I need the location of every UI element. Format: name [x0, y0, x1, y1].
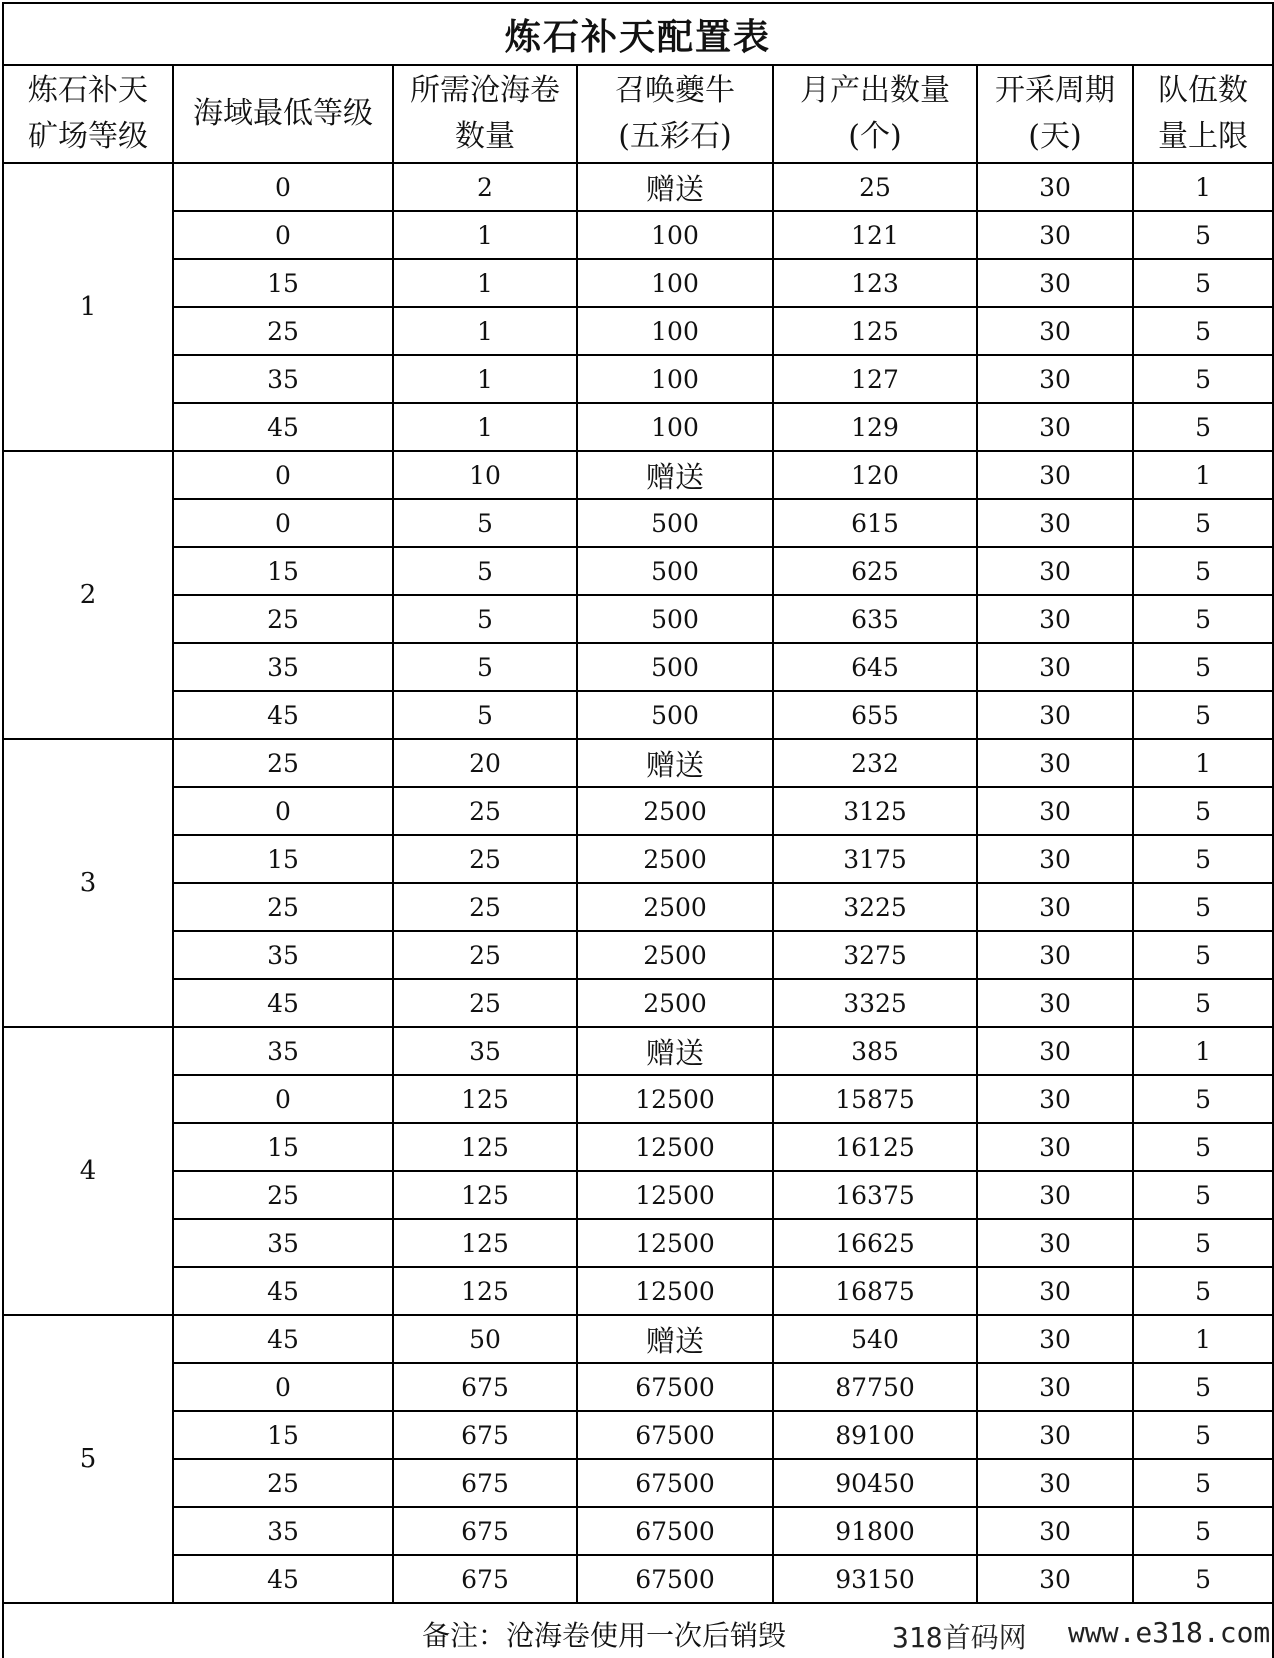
table-cell: 30 [977, 691, 1133, 739]
table-cell: 5 [1133, 499, 1273, 547]
table-cell: 30 [977, 1219, 1133, 1267]
table-cell: 3125 [773, 787, 977, 835]
table-row [3, 931, 1273, 979]
table-cell: 500 [577, 691, 773, 739]
table-row [3, 211, 1273, 259]
table-cell: 赠送 [577, 451, 773, 499]
table-cell: 16625 [773, 1219, 977, 1267]
note-text: 备注：沧海卷使用一次后销毁 [422, 1619, 787, 1652]
table-cell: 1 [393, 355, 577, 403]
table-cell: 1 [393, 211, 577, 259]
table-cell: 1 [1133, 739, 1273, 787]
table-cell: 100 [577, 355, 773, 403]
header-text: 所需沧海卷 [410, 73, 560, 108]
table-cell: 5 [1133, 1459, 1273, 1507]
table-row [3, 595, 1273, 643]
table-cell: 30 [977, 1459, 1133, 1507]
table-cell: 30 [977, 835, 1133, 883]
table-cell: 0 [173, 787, 393, 835]
config-table [2, 2, 1274, 1658]
table-cell: 25 [393, 787, 577, 835]
table-cell: 25 [393, 883, 577, 931]
table-cell: 45 [173, 691, 393, 739]
table-cell: 45 [173, 1555, 393, 1603]
table-cell: 385 [773, 1027, 977, 1075]
table-cell: 0 [173, 1075, 393, 1123]
table-cell: 500 [577, 595, 773, 643]
table-row [3, 1123, 1273, 1171]
table-cell: 5 [1133, 355, 1273, 403]
table-cell: 赠送 [577, 1027, 773, 1075]
table-cell: 12500 [577, 1171, 773, 1219]
table-cell: 5 [1133, 691, 1273, 739]
table-row [3, 1555, 1273, 1603]
table-cell: 30 [977, 1267, 1133, 1315]
table-row [3, 787, 1273, 835]
table-cell: 3175 [773, 835, 977, 883]
table-cell: 125 [393, 1075, 577, 1123]
table-body [3, 163, 1273, 1603]
table-cell: 5 [1133, 787, 1273, 835]
table-cell: 50 [393, 1315, 577, 1363]
table-cell: 45 [173, 1267, 393, 1315]
table-row [3, 739, 1273, 787]
table-cell: 100 [577, 259, 773, 307]
table-cell: 675 [393, 1459, 577, 1507]
table-cell: 25 [393, 979, 577, 1027]
table-cell: 30 [977, 1123, 1133, 1171]
table-cell: 123 [773, 259, 977, 307]
header-text: 月产出数量 [800, 73, 950, 108]
table-row [3, 451, 1273, 499]
table-cell: 5 [1133, 307, 1273, 355]
table-cell: 67500 [577, 1555, 773, 1603]
table-cell: 0 [173, 1363, 393, 1411]
table-cell: 67500 [577, 1411, 773, 1459]
table-cell: 35 [173, 355, 393, 403]
table-cell: 30 [977, 643, 1133, 691]
table-cell: 10 [393, 451, 577, 499]
table-cell: 5 [1133, 835, 1273, 883]
header-text: 矿场等级 [28, 119, 148, 154]
table-cell: 125 [393, 1267, 577, 1315]
table-cell: 25 [173, 1459, 393, 1507]
table-row [3, 1219, 1273, 1267]
table-cell: 5 [1133, 1171, 1273, 1219]
table-cell: 232 [773, 739, 977, 787]
table-cell: 30 [977, 451, 1133, 499]
table-row [3, 835, 1273, 883]
table-cell: 5 [1133, 1267, 1273, 1315]
header-text: 数量 [455, 119, 515, 154]
table-cell: 30 [977, 1075, 1133, 1123]
table-cell: 5 [393, 499, 577, 547]
table-cell: 30 [977, 1315, 1133, 1363]
table-cell: 5 [1133, 1507, 1273, 1555]
table-cell: 1 [1133, 1315, 1273, 1363]
header-cell [173, 65, 393, 163]
table-cell: 30 [977, 499, 1133, 547]
table-cell: 赠送 [577, 163, 773, 211]
table-cell: 0 [173, 163, 393, 211]
table-cell: 67500 [577, 1507, 773, 1555]
header-text: (个) [848, 119, 902, 154]
header-text: 开采周期 [995, 73, 1115, 108]
table-cell: 30 [977, 979, 1133, 1027]
table-cell: 0 [173, 499, 393, 547]
table-row [3, 1411, 1273, 1459]
table-cell: 30 [977, 355, 1133, 403]
table-cell: 2500 [577, 787, 773, 835]
header-cell [577, 65, 773, 163]
table-cell: 16875 [773, 1267, 977, 1315]
table-cell: 5 [1133, 643, 1273, 691]
header-cell [393, 65, 577, 163]
table-row [3, 1171, 1273, 1219]
table-cell: 25 [393, 835, 577, 883]
table-row [3, 547, 1273, 595]
table-cell: 2500 [577, 979, 773, 1027]
table-cell: 675 [393, 1363, 577, 1411]
table-cell: 3225 [773, 883, 977, 931]
table-cell: 12500 [577, 1123, 773, 1171]
table-cell: 2500 [577, 883, 773, 931]
table-cell: 5 [1133, 259, 1273, 307]
table-cell: 87750 [773, 1363, 977, 1411]
table-cell: 645 [773, 643, 977, 691]
table-cell: 125 [393, 1219, 577, 1267]
table-row [3, 979, 1273, 1027]
table-cell: 3325 [773, 979, 977, 1027]
table-cell: 500 [577, 643, 773, 691]
table-cell: 25 [173, 307, 393, 355]
table-row [3, 259, 1273, 307]
table-cell: 5 [1133, 979, 1273, 1027]
table-cell: 30 [977, 739, 1133, 787]
table-cell: 5 [1133, 547, 1273, 595]
table-cell: 125 [393, 1171, 577, 1219]
table-cell: 30 [977, 1507, 1133, 1555]
table-row [3, 1363, 1273, 1411]
table-cell: 5 [1133, 595, 1273, 643]
table-cell: 127 [773, 355, 977, 403]
table-cell: 500 [577, 499, 773, 547]
header-cell [3, 65, 173, 163]
table-row [3, 1315, 1273, 1363]
table-cell: 5 [1133, 1123, 1273, 1171]
table-row [3, 163, 1273, 211]
table-cell: 35 [173, 931, 393, 979]
table-cell: 15 [173, 1411, 393, 1459]
table-cell: 1 [393, 259, 577, 307]
table-cell: 25 [173, 595, 393, 643]
table-cell: 5 [1133, 931, 1273, 979]
table-cell: 625 [773, 547, 977, 595]
table-cell: 25 [773, 163, 977, 211]
table-cell: 25 [173, 883, 393, 931]
table-cell: 30 [977, 883, 1133, 931]
header-text: 队伍数 [1158, 73, 1249, 108]
table-cell: 30 [977, 259, 1133, 307]
table-cell: 1 [1133, 163, 1273, 211]
table-cell: 1 [393, 307, 577, 355]
table-cell: 45 [173, 403, 393, 451]
table-row [3, 355, 1273, 403]
table-cell: 100 [577, 403, 773, 451]
table-cell: 1 [393, 403, 577, 451]
header-text: 量上限 [1158, 119, 1249, 154]
table-cell: 5 [1133, 211, 1273, 259]
table-row [3, 1075, 1273, 1123]
table-cell: 35 [173, 643, 393, 691]
mine-level-cell: 4 [3, 1027, 173, 1315]
table-cell: 675 [393, 1507, 577, 1555]
table-cell: 30 [977, 547, 1133, 595]
table-cell: 125 [393, 1123, 577, 1171]
table-cell: 129 [773, 403, 977, 451]
table-row [3, 1459, 1273, 1507]
table-cell: 5 [393, 595, 577, 643]
header-text: (五彩石) [618, 119, 732, 154]
table-cell: 45 [173, 1315, 393, 1363]
table-cell: 2500 [577, 931, 773, 979]
table-title: 炼石补天配置表 [3, 3, 1273, 65]
table-cell: 100 [577, 211, 773, 259]
mine-level-cell: 3 [3, 739, 173, 1027]
table-cell: 12500 [577, 1219, 773, 1267]
table-cell: 90450 [773, 1459, 977, 1507]
table-row [3, 499, 1273, 547]
table-cell: 30 [977, 595, 1133, 643]
table-cell: 67500 [577, 1363, 773, 1411]
watermark-url: www.e318.com [1068, 1616, 1271, 1649]
table-cell: 30 [977, 931, 1133, 979]
table-cell: 5 [1133, 1411, 1273, 1459]
table-cell: 45 [173, 979, 393, 1027]
table-cell: 89100 [773, 1411, 977, 1459]
table-cell: 0 [173, 211, 393, 259]
table-row [3, 883, 1273, 931]
table-cell: 赠送 [577, 1315, 773, 1363]
table-cell: 30 [977, 1363, 1133, 1411]
table-cell: 675 [393, 1411, 577, 1459]
table-cell: 15875 [773, 1075, 977, 1123]
table-cell: 15 [173, 547, 393, 595]
header-text: 召唤夔牛 [615, 73, 735, 108]
watermark-site-name: 318首码网 [892, 1616, 1027, 1656]
table-cell: 635 [773, 595, 977, 643]
table-cell: 25 [173, 1171, 393, 1219]
table-cell: 91800 [773, 1507, 977, 1555]
table-cell: 120 [773, 451, 977, 499]
table-cell: 3275 [773, 931, 977, 979]
table-cell: 15 [173, 259, 393, 307]
header-cell [773, 65, 977, 163]
table-cell: 30 [977, 1411, 1133, 1459]
header-cell [977, 65, 1133, 163]
table-row [3, 1507, 1273, 1555]
table-cell: 2500 [577, 835, 773, 883]
table-cell: 25 [393, 931, 577, 979]
table-cell: 15 [173, 835, 393, 883]
table-cell: 5 [393, 643, 577, 691]
header-text: (天) [1028, 119, 1082, 154]
table-cell: 1 [1133, 451, 1273, 499]
table-cell: 5 [1133, 403, 1273, 451]
header-cell [1133, 65, 1273, 163]
table-cell: 5 [1133, 1075, 1273, 1123]
table-cell: 5 [1133, 1555, 1273, 1603]
table-cell: 1 [1133, 1027, 1273, 1075]
table-cell: 35 [173, 1027, 393, 1075]
table-cell: 30 [977, 787, 1133, 835]
table-cell: 赠送 [577, 739, 773, 787]
table-cell: 5 [393, 691, 577, 739]
table-cell: 12500 [577, 1075, 773, 1123]
table-cell: 15 [173, 1123, 393, 1171]
table-row [3, 691, 1273, 739]
table-cell: 125 [773, 307, 977, 355]
table-cell: 675 [393, 1555, 577, 1603]
table-cell: 25 [173, 739, 393, 787]
table-cell: 35 [173, 1507, 393, 1555]
config-sheet [2, 2, 1272, 1658]
table-cell: 2 [393, 163, 577, 211]
table-cell: 12500 [577, 1267, 773, 1315]
table-cell: 93150 [773, 1555, 977, 1603]
table-cell: 5 [1133, 883, 1273, 931]
table-cell: 100 [577, 307, 773, 355]
mine-level-cell: 5 [3, 1315, 173, 1603]
table-row [3, 307, 1273, 355]
table-cell: 30 [977, 163, 1133, 211]
table-cell: 5 [1133, 1363, 1273, 1411]
table-cell: 30 [977, 211, 1133, 259]
table-cell: 20 [393, 739, 577, 787]
table-cell: 5 [1133, 1219, 1273, 1267]
table-cell: 30 [977, 1171, 1133, 1219]
header-text: 炼石补天 [28, 73, 148, 108]
table-cell: 30 [977, 403, 1133, 451]
table-cell: 5 [393, 547, 577, 595]
table-row [3, 1267, 1273, 1315]
table-cell: 16375 [773, 1171, 977, 1219]
table-cell: 30 [977, 307, 1133, 355]
table-cell: 30 [977, 1555, 1133, 1603]
table-cell: 121 [773, 211, 977, 259]
mine-level-cell: 1 [3, 163, 173, 451]
table-row [3, 643, 1273, 691]
table-cell: 500 [577, 547, 773, 595]
table-cell: 655 [773, 691, 977, 739]
table-row [3, 1027, 1273, 1075]
mine-level-cell: 2 [3, 451, 173, 739]
table-cell: 615 [773, 499, 977, 547]
table-cell: 67500 [577, 1459, 773, 1507]
table-row [3, 403, 1273, 451]
table-cell: 0 [173, 451, 393, 499]
table-cell: 16125 [773, 1123, 977, 1171]
header-row [3, 65, 1273, 163]
table-cell: 35 [173, 1219, 393, 1267]
table-cell: 540 [773, 1315, 977, 1363]
table-cell: 35 [393, 1027, 577, 1075]
table-cell: 30 [977, 1027, 1133, 1075]
header-text: 海域最低等级 [193, 96, 373, 131]
